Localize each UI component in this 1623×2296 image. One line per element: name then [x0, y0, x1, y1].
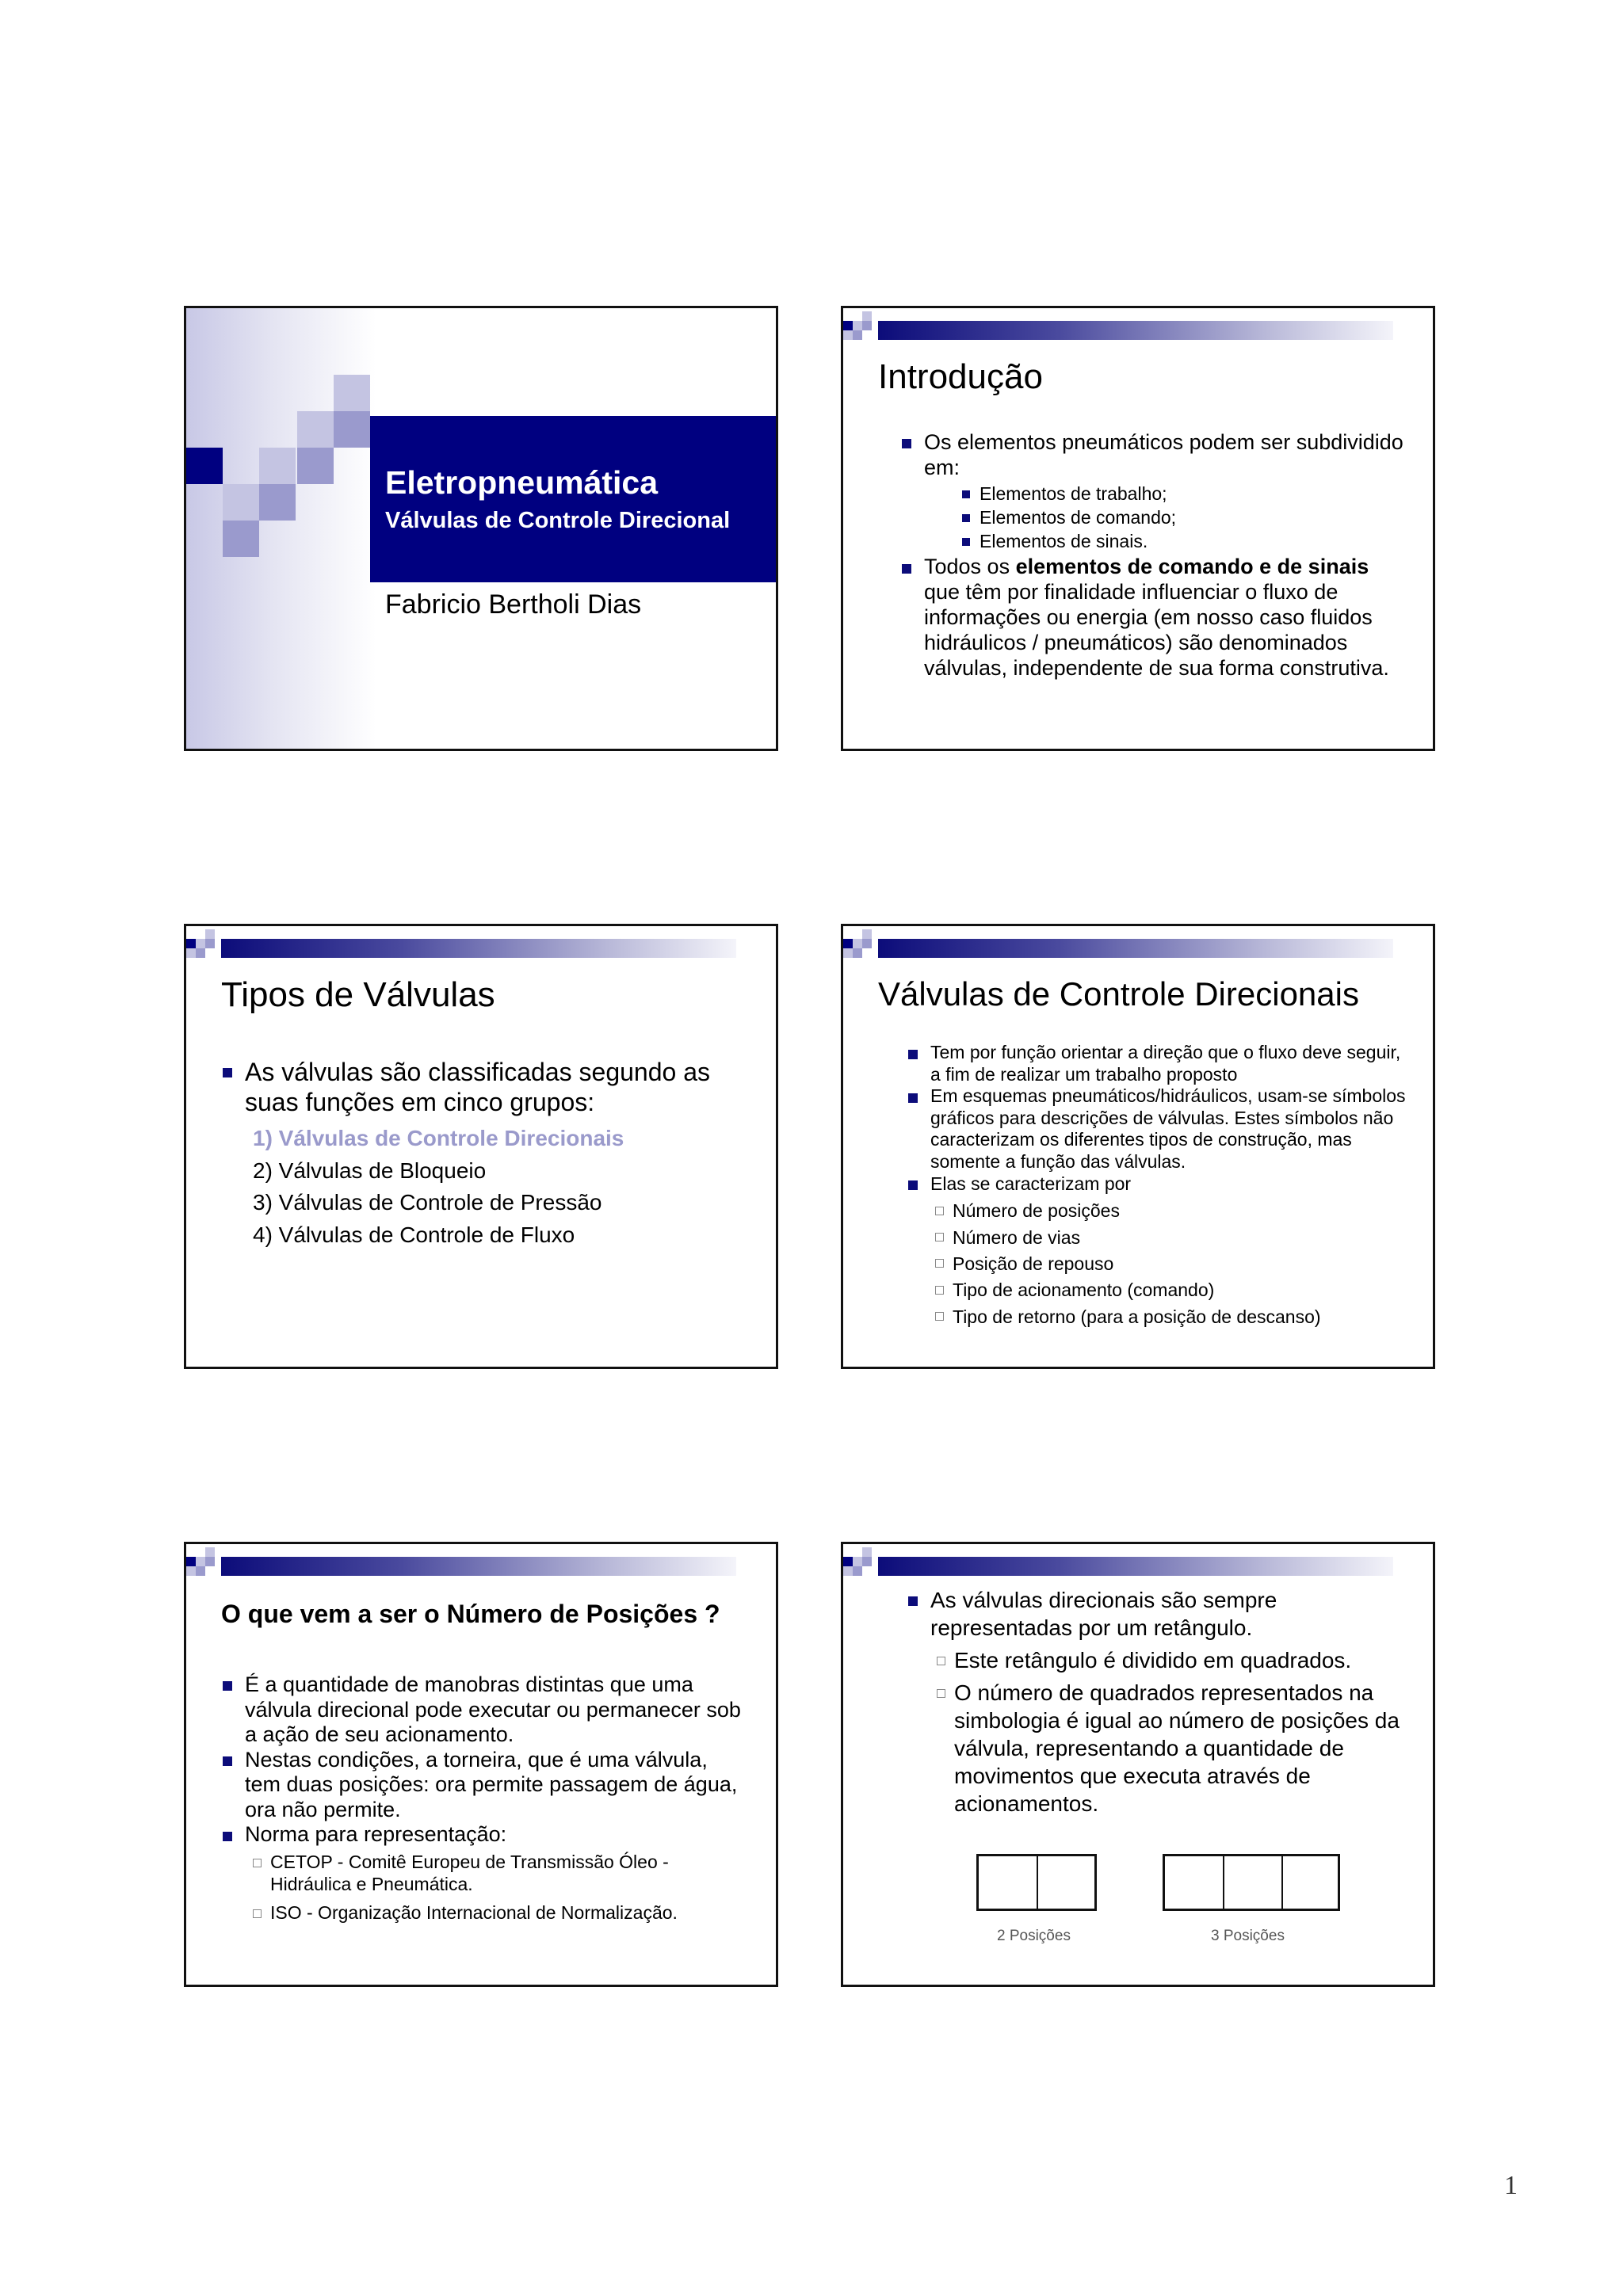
- list-item: Número de posições: [935, 1198, 1406, 1224]
- list-item: [907, 1173, 1406, 1330]
- valve-position-square: [1165, 1856, 1224, 1909]
- slide-valvulas-controle-direcionais: [841, 924, 1435, 1369]
- bullet-list: [907, 1042, 1406, 1330]
- slide-header: [843, 1544, 1433, 1581]
- valve-symbol-3-positions: [1163, 1854, 1340, 1911]
- list-item: [221, 1822, 744, 1924]
- deco-square: [259, 484, 296, 521]
- list-item: 4) Válvulas de Controle de Fluxo: [253, 1222, 575, 1247]
- slide-tipos-de-valvulas: [184, 924, 778, 1369]
- deco-square: [334, 411, 370, 448]
- list-item: Número de vias: [935, 1225, 1406, 1251]
- deco-square: [259, 448, 296, 484]
- bullet-bold-text: elementos de comando e de sinais: [1015, 555, 1369, 579]
- page-number: 1: [1504, 2171, 1518, 2200]
- bullet-list: [900, 430, 1407, 681]
- deco-square: [186, 448, 223, 484]
- bullet-text: Todos os: [924, 555, 1016, 579]
- presentation-subtitle: Válvulas de Controle Direcional: [385, 508, 731, 533]
- list-item: Em esquemas pneumáticos/hidráulicos, usam-se símbolos gráficos para descrições de válvulas. Estes símbolos não caracterizam os diferentes tipos de construção, mas somente a função das válvulas.: [907, 1085, 1406, 1173]
- deco-square: [297, 411, 334, 448]
- valve-position-square: [1224, 1856, 1283, 1909]
- list-item: Tipo de retorno (para a posição de descanso): [935, 1304, 1406, 1330]
- list-item: Tipo de acionamento (comando): [935, 1277, 1406, 1303]
- bullet-list: [221, 1058, 744, 1118]
- list-item: Este retângulo é dividido em quadrados.: [937, 1646, 1406, 1674]
- slide-representacao-retangulo: [841, 1542, 1435, 1987]
- list-item: O número de quadrados representados na simbologia é igual ao número de posições da válvula, representando a quantidade de movimentos que executa através de acionamentos.: [937, 1679, 1406, 1817]
- bullet-text: Norma para representação:: [245, 1822, 507, 1847]
- list-item: Posição de repouso: [935, 1251, 1406, 1277]
- sub-list: [937, 1646, 1406, 1817]
- list-item: [900, 430, 1407, 553]
- slide-introducao: [841, 306, 1435, 751]
- slide-header: [843, 926, 1433, 963]
- slide-header: [186, 1544, 776, 1581]
- deco-square: [334, 375, 370, 411]
- list-item: 1) Válvulas de Controle Direcionais: [253, 1126, 624, 1150]
- deco-square: [223, 521, 259, 557]
- author-name: Fabricio Bertholi Dias: [385, 589, 642, 620]
- list-item: [900, 555, 1407, 681]
- slide-title: Válvulas de Controle Direcionais: [878, 975, 1359, 1013]
- bullet-text: As válvulas direcionais são sempre representadas por um retângulo.: [930, 1588, 1277, 1640]
- bullet-text: Os elementos pneumáticos podem ser subdividido em:: [924, 430, 1403, 479]
- list-item: Elementos de comando;: [962, 506, 1407, 530]
- list-item: 2) Válvulas de Bloqueio: [253, 1158, 487, 1183]
- list-item: Nestas condições, a torneira, que é uma válvula, tem duas posições: ora permite passagem de água, ora não permite.: [221, 1748, 744, 1823]
- caption-3-posicoes: 3 Posições: [1211, 1928, 1285, 1944]
- sub-list: [253, 1851, 744, 1924]
- caption-2-posicoes: 2 Posições: [997, 1928, 1071, 1944]
- list-item: As válvulas são classificadas segundo as suas funções em cinco grupos:: [221, 1058, 744, 1118]
- presentation-title: Eletropneumática: [385, 464, 659, 501]
- list-item: Tem por função orientar a direção que o fluxo deve seguir, a fim de realizar um trabalho proposto: [907, 1042, 1406, 1085]
- list-item: Elementos de sinais.: [962, 530, 1407, 554]
- list-item: [907, 1587, 1406, 1817]
- deco-square: [297, 448, 334, 484]
- bullet-list: [221, 1672, 744, 1924]
- list-item: Elementos de trabalho;: [962, 482, 1407, 506]
- list-item: É a quantidade de manobras distintas que uma válvula direcional pode executar ou permanecer sob a ação de seu acionamento.: [221, 1672, 744, 1748]
- slide-title: Tipos de Válvulas: [221, 975, 495, 1014]
- bullet-text: Elas se caracterizam por: [930, 1173, 1132, 1194]
- list-item: 3) Válvulas de Controle de Pressão: [253, 1190, 602, 1215]
- sub-list: [935, 1198, 1406, 1330]
- slide-title: Introdução: [878, 357, 1043, 396]
- slide-title: O que vem a ser o Número de Posições ?: [221, 1600, 720, 1628]
- valve-symbol-2-positions: [976, 1854, 1097, 1911]
- slide-numero-de-posicoes: [184, 1542, 778, 1987]
- slide-header: [843, 308, 1433, 345]
- sub-list: [962, 482, 1407, 554]
- bullet-list: [907, 1587, 1406, 1817]
- deco-square: [223, 484, 259, 521]
- valve-position-square: [979, 1856, 1038, 1909]
- numbered-list: [221, 1123, 624, 1251]
- list-item: CETOP - Comitê Europeu de Transmissão Óleo - Hidráulica e Pneumática.: [253, 1851, 744, 1895]
- list-item: ISO - Organização Internacional de Normalização.: [253, 1901, 744, 1924]
- bullet-text: que têm por finalidade influenciar o fluxo de informações ou energia (em nosso caso fluidos hidráulicos / pneumáticos) são denominados válvulas, independente de sua forma construtiva.: [924, 580, 1389, 680]
- slide-title: [184, 306, 778, 751]
- slide-header: [186, 926, 776, 963]
